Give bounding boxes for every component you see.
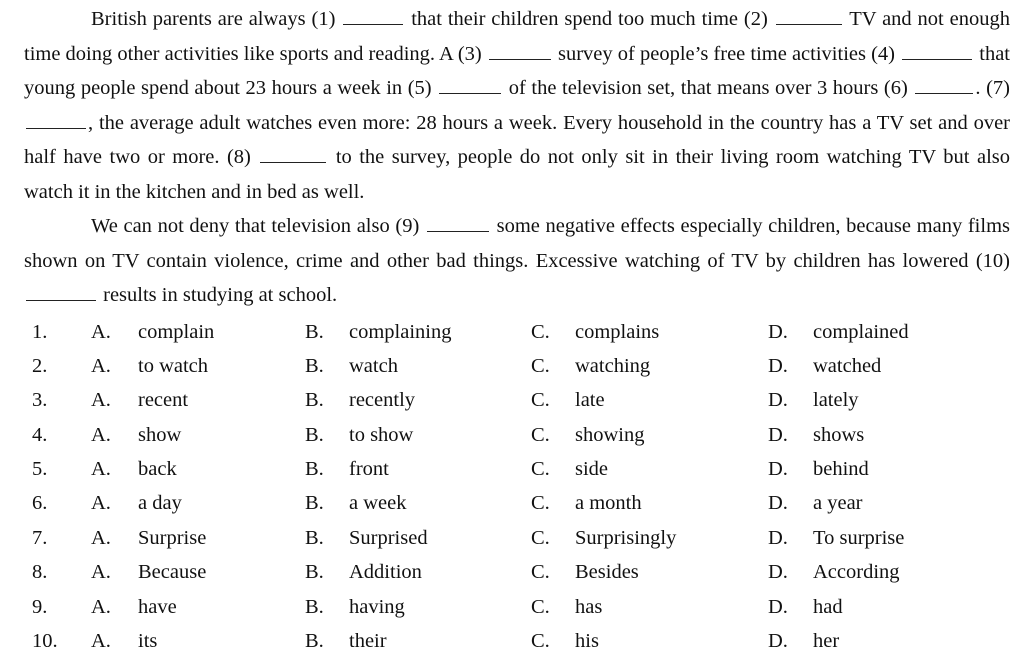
option-letter-d: D. <box>768 458 788 481</box>
passage-text: We can not deny that television also (9) <box>91 215 425 237</box>
option-d[interactable]: To surprise <box>813 526 905 549</box>
option-letter-a: A. <box>91 561 111 584</box>
option-d[interactable]: a year <box>813 492 863 515</box>
option-letter-d: D. <box>768 423 788 446</box>
question-number: 9. <box>32 595 48 618</box>
option-letter-d: D. <box>768 492 788 515</box>
option-a[interactable]: recent <box>138 389 189 412</box>
option-c[interactable]: complains <box>575 320 660 343</box>
option-letter-c: C. <box>531 561 550 584</box>
option-c[interactable]: showing <box>575 423 645 446</box>
passage-text: to the survey, people do not only sit in their living room watching TV but also watch it in the kitchen and in bed as well. <box>24 146 1010 203</box>
option-letter-a: A. <box>91 458 111 481</box>
blank-9[interactable] <box>427 213 489 232</box>
blank-2[interactable] <box>776 6 842 25</box>
question-number: 2. <box>32 354 48 377</box>
option-b[interactable]: to show <box>349 423 414 446</box>
option-letter-c: C. <box>531 492 550 515</box>
option-c[interactable]: a month <box>575 492 642 515</box>
option-letter-b: B. <box>305 423 324 446</box>
option-b[interactable]: watch <box>349 354 398 377</box>
blank-6[interactable] <box>915 75 973 94</box>
option-letter-b: B. <box>305 630 324 653</box>
question-number: 8. <box>32 561 48 584</box>
passage-text: , the average adult watches even more: 28 hours a week. Every household in the country has a TV set and over half have two or more. (8) <box>24 111 1010 168</box>
option-letter-c: C. <box>531 526 550 549</box>
option-a[interactable]: complain <box>138 320 215 343</box>
question-row <box>24 592 1010 626</box>
option-b[interactable]: a week <box>349 492 407 515</box>
option-a[interactable]: Because <box>138 561 207 584</box>
option-letter-c: C. <box>531 354 550 377</box>
option-b[interactable]: recently <box>349 389 416 412</box>
passage-text: . (7) <box>975 77 1010 99</box>
option-letter-c: C. <box>531 423 550 446</box>
passage-text: British parents are always (1) <box>91 8 342 30</box>
question-row <box>24 317 1010 351</box>
question-number: 10. <box>32 630 58 653</box>
question-row <box>24 454 1010 488</box>
option-letter-c: C. <box>531 320 550 343</box>
question-number: 6. <box>32 492 48 515</box>
option-c[interactable]: his <box>575 630 599 653</box>
passage-text: that young people spend about 23 hours a week in (5) <box>24 42 1010 99</box>
passage-text: survey of people’s free time activities (4) <box>552 42 901 65</box>
option-c[interactable]: late <box>575 389 605 412</box>
option-d[interactable]: shows <box>813 423 865 446</box>
question-row <box>24 523 1010 557</box>
option-letter-b: B. <box>305 320 324 343</box>
option-a[interactable]: have <box>138 595 177 618</box>
option-a[interactable]: show <box>138 423 182 446</box>
blank-5[interactable] <box>439 75 501 94</box>
option-a[interactable]: a day <box>138 492 182 515</box>
option-letter-a: A. <box>91 595 111 618</box>
option-c[interactable]: Surprisingly <box>575 526 677 549</box>
question-row <box>24 557 1010 591</box>
question-number: 1. <box>32 320 48 343</box>
passage-paragraph-1 <box>24 2 1010 209</box>
option-letter-c: C. <box>531 389 550 412</box>
question-row <box>24 351 1010 385</box>
question-row <box>24 385 1010 419</box>
passage-text: of the television set, that means over 3 hours (6) <box>503 77 914 99</box>
passage-text: TV and not enough time doing other activities like sports and reading. A (3) <box>24 8 1010 65</box>
question-number: 5. <box>32 458 48 481</box>
option-c[interactable]: watching <box>575 354 651 377</box>
option-letter-d: D. <box>768 526 788 549</box>
option-letter-a: A. <box>91 526 111 549</box>
option-letter-b: B. <box>305 595 324 618</box>
option-a[interactable]: back <box>138 458 177 481</box>
option-c[interactable]: has <box>575 595 603 618</box>
passage-text: that their children spend too much time (2) <box>405 8 774 30</box>
option-d[interactable]: complained <box>813 320 909 343</box>
option-letter-d: D. <box>768 354 788 377</box>
blank-1[interactable] <box>343 6 403 25</box>
blank-7[interactable] <box>26 110 86 129</box>
option-d[interactable]: lately <box>813 389 859 412</box>
option-c[interactable]: side <box>575 458 609 481</box>
option-letter-d: D. <box>768 561 788 584</box>
option-letter-d: D. <box>768 630 788 653</box>
option-a[interactable]: its <box>138 630 158 653</box>
blank-8[interactable] <box>260 144 326 163</box>
option-c[interactable]: Besides <box>575 561 639 584</box>
option-letter-d: D. <box>768 595 788 618</box>
question-row <box>24 488 1010 522</box>
question-number: 7. <box>32 526 48 549</box>
option-b[interactable]: front <box>349 458 389 481</box>
option-letter-b: B. <box>305 526 324 549</box>
option-b[interactable]: their <box>349 630 387 653</box>
option-letter-d: D. <box>768 320 788 343</box>
question-number: 4. <box>32 423 48 446</box>
option-letter-a: A. <box>91 320 111 343</box>
question-row <box>24 626 1010 660</box>
option-letter-c: C. <box>531 630 550 653</box>
option-letter-b: B. <box>305 561 324 584</box>
option-letter-b: B. <box>305 389 324 412</box>
passage-text: results in studying at school. <box>98 284 338 306</box>
passage-text: some negative effects especially children, because many films shown on TV contain violence, crime and other bad things. Excessive watching of TV by children has lowered (10) <box>24 215 1010 272</box>
option-letter-a: A. <box>91 423 111 446</box>
option-b[interactable]: having <box>349 595 405 618</box>
option-letter-b: B. <box>305 354 324 377</box>
question-row <box>24 420 1010 454</box>
blank-4[interactable] <box>902 41 972 60</box>
option-d[interactable]: had <box>813 595 843 618</box>
option-letter-d: D. <box>768 389 788 412</box>
option-letter-b: B. <box>305 458 324 481</box>
option-d[interactable]: watched <box>813 354 882 377</box>
option-letter-a: A. <box>91 354 111 377</box>
blank-10[interactable] <box>26 282 96 301</box>
option-letter-b: B. <box>305 492 324 515</box>
blank-3[interactable] <box>489 41 551 60</box>
option-letter-a: A. <box>91 630 111 653</box>
option-b[interactable]: Addition <box>349 561 422 584</box>
option-d[interactable]: behind <box>813 458 869 481</box>
question-number: 3. <box>32 389 48 412</box>
option-b[interactable]: complaining <box>349 320 452 343</box>
answer-options-table <box>24 317 1010 661</box>
option-d[interactable]: her <box>813 630 840 653</box>
option-letter-a: A. <box>91 492 111 515</box>
option-a[interactable]: to watch <box>138 354 209 377</box>
option-letter-a: A. <box>91 389 111 412</box>
option-d[interactable]: According <box>813 561 900 584</box>
option-a[interactable]: Surprise <box>138 526 207 549</box>
option-letter-c: C. <box>531 595 550 618</box>
option-b[interactable]: Surprised <box>349 526 428 549</box>
option-letter-c: C. <box>531 458 550 481</box>
passage-paragraph-2 <box>24 209 1010 313</box>
